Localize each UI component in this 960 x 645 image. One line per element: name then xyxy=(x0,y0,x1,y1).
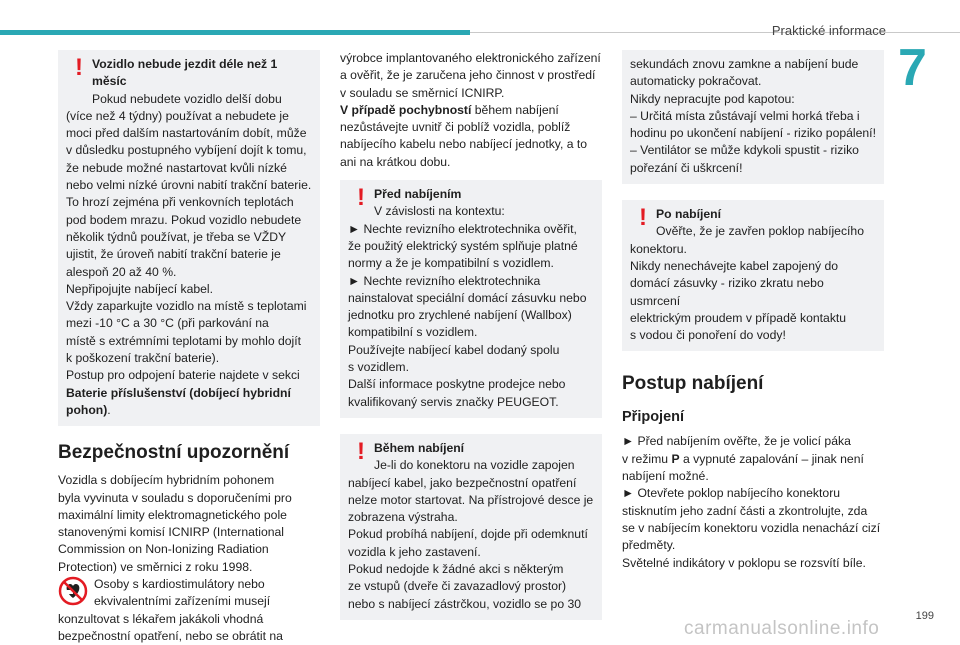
exclamation-icon: ! xyxy=(639,204,647,232)
warning-box-before-charging xyxy=(340,180,602,418)
warning-line: Pokud nedojde k žádné akci s některým xyxy=(348,562,564,577)
warning-line: konektoru. xyxy=(630,241,687,256)
warning-line: ► Nechte revizního elektrotechnika ověřit, xyxy=(348,221,577,236)
body-line: v souladu se směrnicí ICNIRP. xyxy=(340,85,505,100)
warning-first-line: Pokud nebudete vozidlo delší dobu xyxy=(92,91,282,106)
warning-line: hodinu po ukončení nabíjení - riziko popálení! xyxy=(630,126,876,141)
safety-heading: Bezpečnostní upozornění xyxy=(58,442,290,464)
warning-first-line: V závislosti na kontextu: xyxy=(374,204,505,219)
exclamation-icon: ! xyxy=(75,54,83,81)
step-line: ► Otevřete poklop nabíjecího konektoru xyxy=(622,486,841,501)
warning-line: moci před dalším nastartováním dobít, může xyxy=(66,126,307,141)
warning-line: mezi -10 °C a 30 °C (při parkování na xyxy=(66,316,269,331)
step-line: Světelné indikátory v poklopu se rozsvítí bíle. xyxy=(622,555,866,570)
column-3 xyxy=(622,50,884,572)
warning-box-storage xyxy=(58,50,320,426)
body-line: ekvivalentními zařízeními musejí xyxy=(94,594,271,609)
warning-box-continued xyxy=(622,50,884,184)
warning-line: v důsledku postupného vybíjení dojít k tomu, xyxy=(66,143,307,158)
step-line: stisknutím jeho zadní části a zkontrolujte, zda xyxy=(622,503,868,518)
warning-line: – Určitá místa zůstávají velmi horká třeba i xyxy=(630,108,860,123)
warning-line: jednotku pro zrychlené nabíjení (Wallbox) xyxy=(348,308,572,323)
warning-line: nainstalovat speciální domácí zásuvku nebo xyxy=(348,290,587,305)
period: . xyxy=(107,402,111,417)
warning-line: ► Nechte revizního elektrotechnika xyxy=(348,273,541,288)
charging-procedure-heading: Postup nabíjení xyxy=(622,373,764,395)
warning-line: Používejte nabíjecí kabel dodaný spolu xyxy=(348,342,560,357)
warning-title: Během nabíjení xyxy=(374,440,465,455)
column-1 xyxy=(58,50,320,645)
body-line: konzultovat s lékařem jakákoli vhodná xyxy=(58,611,264,626)
pacemaker-prohibited-icon xyxy=(58,576,88,606)
section-title: Praktické informace xyxy=(771,23,886,38)
warning-line: alespoň 20 až 40 %. xyxy=(66,264,177,279)
warning-line: nebo velmi nízké úrovni nabití trakční baterie. xyxy=(66,178,312,193)
warning-line: s vozidlem. xyxy=(348,360,409,375)
watermark: carmanualsonline.info xyxy=(684,618,880,639)
chapter-number: 7 xyxy=(898,39,927,97)
section-reference-end: pohon) xyxy=(66,402,108,417)
warning-line: pořezání či uškrcení! xyxy=(630,160,743,175)
body-line: a ověřit, že je zaručena jeho činnost v prostředí xyxy=(340,68,596,83)
warning-line: zobrazena výstraha. xyxy=(348,510,458,525)
body-line: Commission on Non-Ionizing Radiation xyxy=(58,542,269,557)
warning-title: Před nabíjením xyxy=(374,187,462,202)
warning-title: Vozidlo nebude jezdit déle než 1 měsíc xyxy=(92,57,278,89)
warning-line: sekundách znovu zamkne a nabíjení bude xyxy=(630,57,859,71)
warning-line: nabíjecí kabel, jako bezpečnostní opatření xyxy=(348,475,577,490)
gear-position: P xyxy=(671,451,680,466)
warning-line: že nebude možné nastartovat kvůli nízké xyxy=(66,160,287,175)
warning-line: k poškození trakční baterie). xyxy=(66,351,220,366)
connection-subheading: Připojení xyxy=(622,409,685,426)
warning-first-line: Ověřte, že je zavřen poklop nabíjecího xyxy=(656,224,864,239)
warning-line: Postup pro odpojení baterie najdete v sekci xyxy=(66,368,300,383)
section-reference: Baterie příslušenství (dobíjecí hybridní xyxy=(66,385,291,400)
warning-line: domácí zásuvky - riziko zkratu nebo usmrcení xyxy=(630,276,824,308)
warning-line: ze vstupů (dveře či zavazadlový prostor) xyxy=(348,579,567,594)
body-line: nabíjecího kabelu nebo nabíjecí jednotky, a to xyxy=(340,137,588,152)
body-line: Protection) ve směrnici z roku 1998. xyxy=(58,559,253,574)
step-line: ► Před nabíjením ověřte, že je volicí páka xyxy=(622,434,851,449)
warning-line: kompatibilní s vozidlem. xyxy=(348,325,478,340)
exclamation-icon: ! xyxy=(357,437,365,465)
warning-first-line: Je-li do konektoru na vozidle zapojen xyxy=(374,458,575,473)
body-text: během nabíjení xyxy=(471,102,559,117)
body-line: výrobce implantovaného elektronického zařízení xyxy=(340,51,601,65)
step-line: nabíjení možné. xyxy=(622,469,709,484)
emphasis: V případě pochybností xyxy=(340,102,472,117)
warning-line: To hrozí zejména při venkovních teplotách xyxy=(66,195,294,210)
warning-line: Nikdy nepracujte pod kapotou: xyxy=(630,91,795,106)
warning-box-during-charging xyxy=(340,434,602,620)
warning-line: Vždy zaparkujte vozidlo na místě s teplotami xyxy=(66,299,307,314)
warning-line: nebo s nabíjecí zástrčkou, vozidlo se po 30 xyxy=(348,596,582,611)
warning-line: ujistit, že úroveň nabití trakční baterie je xyxy=(66,247,281,262)
warning-line: nelze motor startovat. Na přístrojové desce je xyxy=(348,492,594,507)
warning-line: Další informace poskytne prodejce nebo xyxy=(348,377,566,392)
warning-line: normy a že je kompatibilní s vozidlem. xyxy=(348,256,554,271)
step-line: předměty. xyxy=(622,538,676,553)
warning-line: (více než 4 týdny) používat a nebudete je xyxy=(66,108,289,123)
warning-line: Nikdy nenechávejte kabel zapojený do xyxy=(630,258,839,273)
body-line: stanovenými komisí ICNIRP (International xyxy=(58,525,285,540)
warning-line: automaticky pokračovat. xyxy=(630,74,762,89)
step-line: se v nabíjecím konektoru vozidla nenachází cizí xyxy=(622,520,881,535)
warning-line: Nepřipojujte nabíjecí kabel. xyxy=(66,281,214,296)
step-text: a vypnuté zapalování – jinak není xyxy=(679,451,864,466)
body-line: nezůstávejte uvnitř či poblíž vozidla, poblíž xyxy=(340,120,571,135)
body-line: Osoby s kardiostimulátory nebo xyxy=(94,577,265,592)
column-2 xyxy=(340,50,602,636)
body-line: ani na krátkou dobu. xyxy=(340,154,451,169)
body-line: byla vyvinuta v souladu s doporučeními pro xyxy=(58,490,292,505)
warning-line: kvalifikovaný servis značky PEUGEOT. xyxy=(348,394,559,409)
warning-line: několik týdnů používat, je třeba se VŽDY xyxy=(66,229,287,244)
header-accent-bar xyxy=(0,30,470,35)
warning-line: místě s extrémními teplotami by mohlo dojít xyxy=(66,333,302,348)
warning-title: Po nabíjení xyxy=(656,207,722,222)
body-line: maximální limity elektromagnetického pole xyxy=(58,507,287,522)
warning-line: vozidla k jeho zastavení. xyxy=(348,544,481,559)
body-line: bezpečnostní opatření, nebo se obrátit na xyxy=(58,628,283,643)
header-rule xyxy=(470,32,960,33)
warning-line: – Ventilátor se může kdykoli spustit - riziko xyxy=(630,143,859,158)
step-text: v režimu xyxy=(622,451,672,466)
warning-line: že použitý elektrický systém splňuje platné xyxy=(348,238,578,253)
exclamation-icon: ! xyxy=(357,184,365,212)
body-line: Vozidla s dobíjecím hybridním pohonem xyxy=(58,473,275,488)
warning-line: pod bodem mrazu. Pokud vozidlo nebudete xyxy=(66,212,302,227)
warning-line: s vodou či ponoření do vody! xyxy=(630,328,786,343)
warning-line: elektrickým proudem v případě kontaktu xyxy=(630,310,847,325)
page-number: 199 xyxy=(915,610,934,622)
warning-line: Pokud probíhá nabíjení, dojde při odemknutí xyxy=(348,527,588,542)
warning-box-after-charging xyxy=(622,200,884,351)
